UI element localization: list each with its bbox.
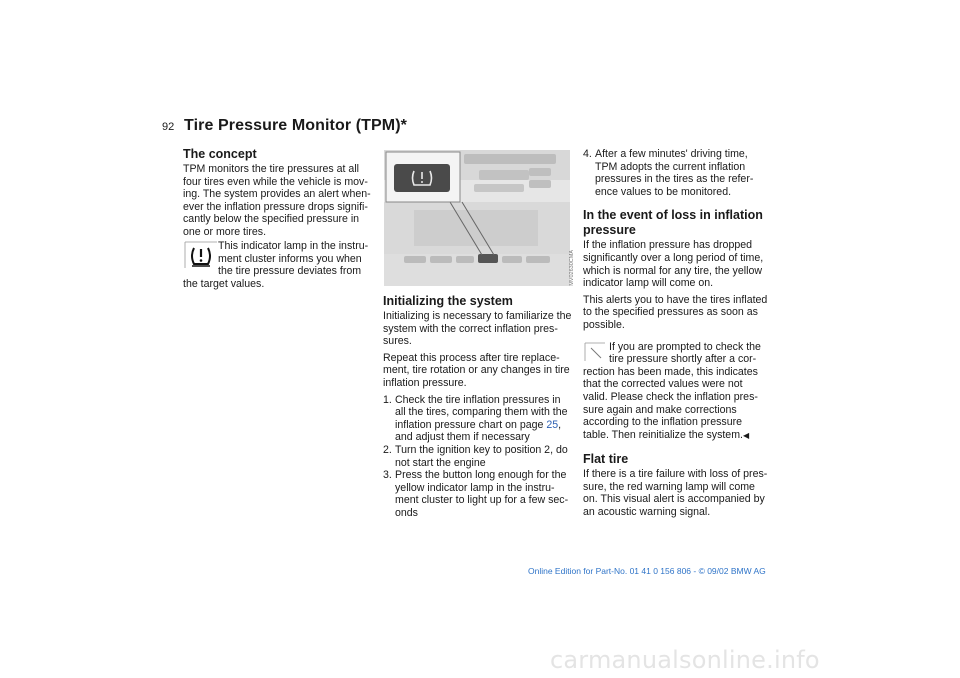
text-line: that the corrected values were not [583,378,743,391]
text-line: ment, tire rotation or any changes in tire [383,364,570,377]
step-number: 4. [583,148,592,160]
step-number: 1. [383,393,392,406]
text-line: Press the button long enough for the [395,469,567,482]
text-line: ment cluster to light up for a few sec- [395,494,569,507]
text-line: ever the inflation pressure drops signifi- [183,200,368,213]
concept-paragraph [183,163,378,239]
init-section [383,294,576,520]
text-line: If you are prompted to check the [609,340,761,353]
text-line: Check the tire inflation pressures in [395,393,561,406]
concept-heading: The concept [183,147,257,161]
end-mark-icon: ◀ [742,430,750,440]
page-title: Tire Pressure Monitor (TPM)* [184,117,407,134]
text-line: system with the correct inflation pres- [383,322,558,335]
text-line: one or more tires. [183,225,267,238]
text-line: TPM adopts the current inflation [595,160,746,173]
text-line: ing. The system provides an alert when- [183,188,371,201]
heading-line: In the event of loss in inflation [583,208,763,223]
loss-note [583,341,778,443]
dashboard-button-photo [384,150,575,286]
text-line: If there is a tire failure with loss of pres- [583,468,768,481]
text-line: an acoustic warning signal. [583,506,711,519]
text-line: Repeat this process after tire replace- [383,351,560,364]
flat-tire-paragraph [583,468,778,518]
text-line: This alerts you to have the tires inflated [583,293,768,306]
step-number: 2. [383,443,392,456]
flat-tire-heading: Flat tire [583,452,629,467]
init-repeat [383,352,576,390]
text-line: and adjust them if necessary [395,431,530,444]
text-line: all the tires, comparing them with the [395,406,568,419]
text-line: inflation pressure. [383,376,467,389]
text-line: four tires even while the vehicle is mov- [183,175,368,188]
text-fragment: inflation pressure chart on page [395,418,547,431]
site-watermark: carmanualsonline.info [550,646,820,674]
loss-paragraph-2 [583,294,778,332]
text-line: After a few minutes' driving time, [595,148,748,160]
concept-section [183,147,378,239]
indicator-description-tail: the target values. [183,278,265,290]
text-line: sure, the red warning lamp will come [583,480,755,493]
text-line: rection has been made, this indicates [583,365,758,378]
text-line [395,419,576,432]
text-line: the tire pressure deviates from [218,265,362,278]
heading-line: pressure [583,223,636,238]
init-heading: Initializing the system [383,294,513,308]
text-fragment: table. Then reinitialize the system. [583,428,743,441]
text-line: ment cluster informs you when [218,252,362,265]
text-line: cantly below the specified pressure in [183,213,360,226]
page-number: 92 [162,121,175,133]
text-line: TPM monitors the tire pressures at all [183,163,360,175]
text-line: not start the engine [395,456,486,469]
text-line: If the inflation pressure has dropped [583,239,753,252]
text-line: pressures in the tires as the refer- [595,173,754,186]
text-line: Turn the ignition key to position 2, do [395,443,568,456]
indicator-description [218,240,378,278]
text-line: possible. [583,318,625,331]
init-step-4 [583,148,778,198]
tpm-indicator-lamp-icon [184,241,218,269]
footer-edition: Online Edition for Part-No. 01 41 0 156 806 - © 09/02 BMW AG [528,566,766,576]
init-step-3 [383,469,576,519]
text-line: sure again and make corrections [583,403,737,416]
text-line: ence values to be monitored. [595,185,732,198]
text-line: on. This visual alert is accompanied by [583,493,765,506]
text-line: yellow indicator lamp in the instru- [395,481,555,494]
text-line: indicator lamp will come on. [583,277,714,290]
text-line: to the specified pressures as soon as [583,306,758,319]
text-fragment: , [558,418,562,431]
text-line: significantly over a long period of time, [583,251,764,264]
text-line: tire pressure shortly after a cor- [609,353,757,366]
text-line: sures. [383,335,412,348]
column-three [583,148,778,519]
text-line: valid. Please check the inflation pres- [583,390,758,403]
loss-paragraph-1 [583,239,778,289]
text-line: Initializing is necessary to familiarize the [383,310,572,322]
init-step-1 [383,394,576,444]
init-intro [383,310,576,348]
photo-code: MV02630CMA [569,250,575,286]
text-line: This indicator lamp in the instru- [218,240,369,252]
init-step-2 [383,444,576,469]
text-line: which is normal for any tire, the yellow [583,264,762,277]
text-line [583,429,778,443]
loss-heading [583,208,778,238]
text-line: onds [395,506,418,519]
page-link[interactable]: 25 [546,418,559,431]
note-arrow-icon [584,342,606,362]
text-line: according to the inflation pressure [583,416,742,429]
step-number: 3. [383,469,392,482]
